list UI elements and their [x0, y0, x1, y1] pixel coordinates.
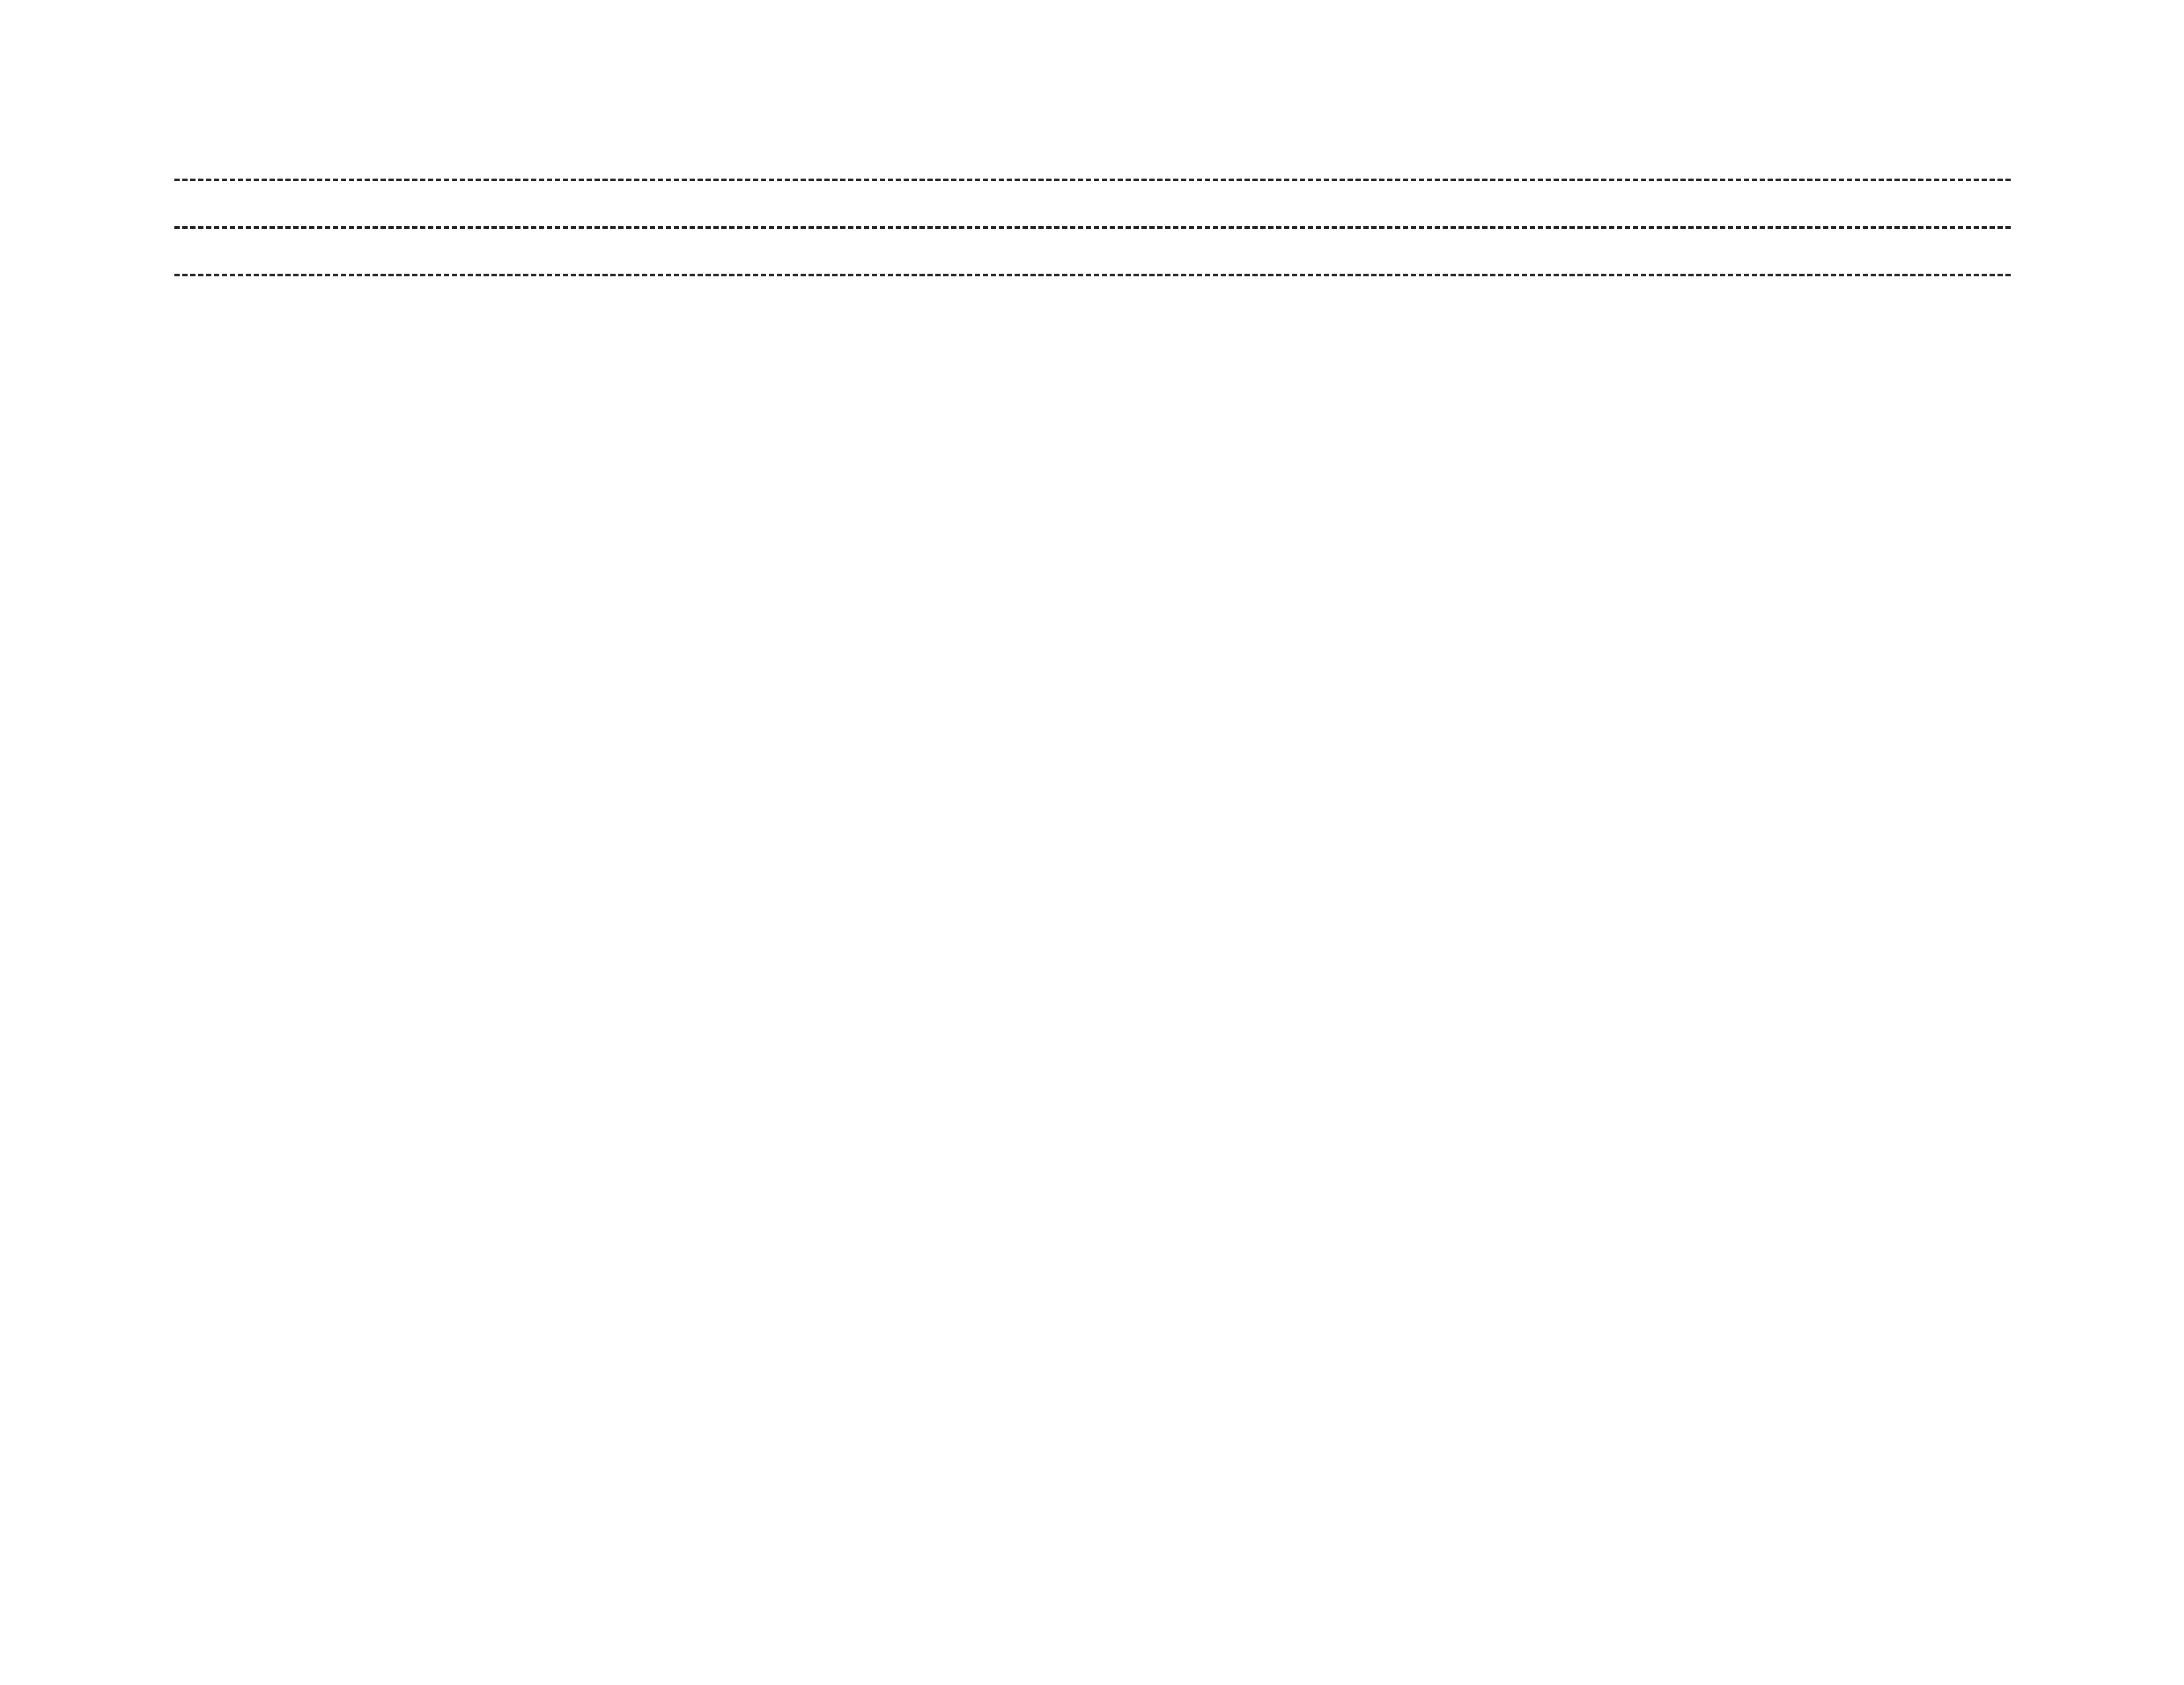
header-rule-mid [174, 226, 2011, 229]
header-rule-bottom [174, 274, 2011, 276]
header-rule-top [174, 179, 2011, 181]
